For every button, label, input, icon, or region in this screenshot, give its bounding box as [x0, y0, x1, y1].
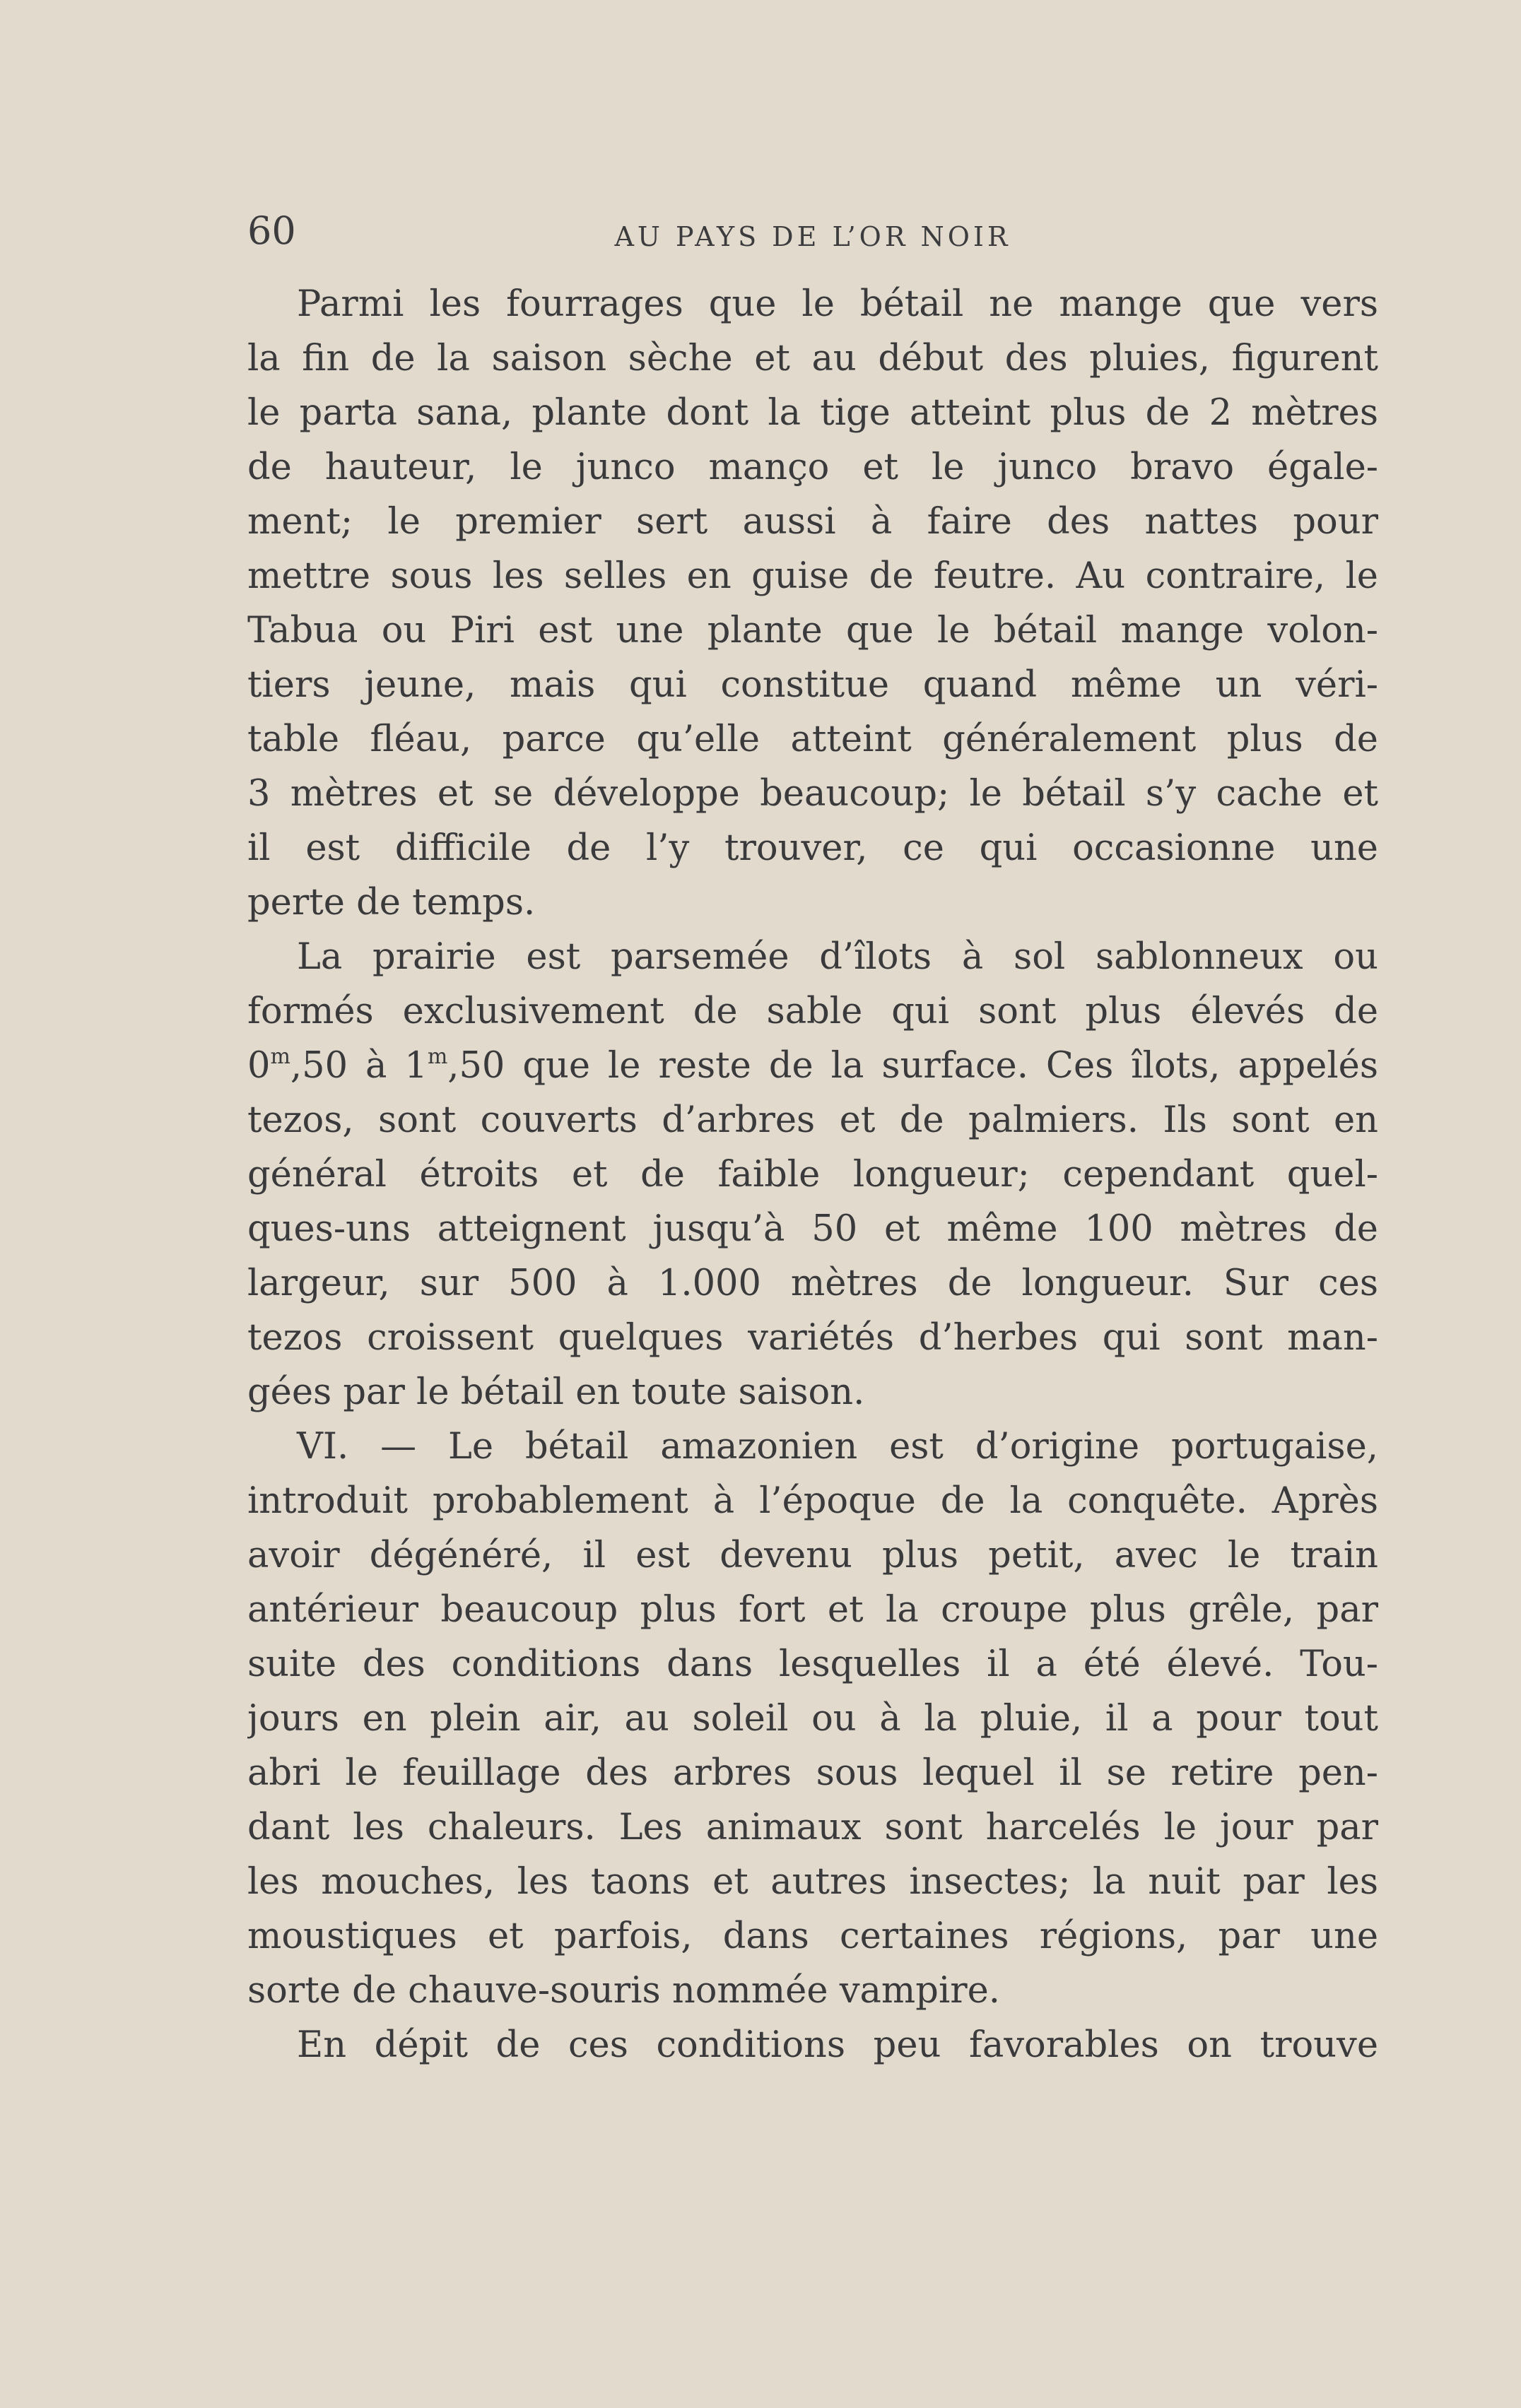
text-line: introduit probablement à l’époque de la conquête. Après: [247, 1480, 1378, 1522]
superscript: m: [427, 1044, 448, 1069]
text-line: tezos croissent quelques variétés d’herbes qui sont man-: [247, 1317, 1378, 1359]
text-line: tiers jeune, mais qui constitue quand même un véri-: [247, 664, 1378, 706]
body-text: [247, 277, 1378, 2072]
text-line: En dépit de ces conditions peu favorables on trouve: [297, 2024, 1378, 2066]
superscript: m: [270, 1044, 290, 1069]
page-header: [247, 206, 1378, 256]
text-line: abri le feuillage des arbres sous lequel il se retire pen-: [247, 1752, 1378, 1794]
text-line: formés exclusivement de sable qui sont plus élevés de: [247, 991, 1378, 1032]
measure-part: 0: [247, 1045, 271, 1087]
page-number: 60: [247, 208, 296, 253]
text-line: suite des conditions dans lesquelles il a été élevé. Tou-: [247, 1643, 1378, 1685]
text-line: Parmi les fourrages que le bétail ne mange que vers: [297, 283, 1378, 325]
text-line: avoir dégénéré, il est devenu plus petit, avec le train: [247, 1535, 1378, 1576]
text-line: sorte de chauve-souris nommée vampire.: [247, 1970, 1001, 2012]
text-line: antérieur beaucoup plus fort et la croupe plus grêle, par: [247, 1589, 1378, 1631]
text-line: ques-uns atteignent jusqu’à 50 et même 100 mètres de: [247, 1208, 1378, 1250]
running-title: AU PAYS DE L’OR NOIR: [614, 221, 1011, 252]
text-line: mettre sous les selles en guise de feutre. Au contraire, le: [247, 555, 1378, 597]
text-line: largeur, sur 500 à 1.000 mètres de longueur. Sur ces: [247, 1263, 1378, 1304]
text-line: la fin de la saison sèche et au début des pluies, figurent: [247, 338, 1378, 379]
measure-part: ,50 à 1: [290, 1045, 428, 1087]
text-line: général étroits et de faible longueur; cependant quel-: [247, 1154, 1378, 1196]
text-line: Tabua ou Piri est une plante que le bétail mange volon-: [247, 610, 1378, 651]
text-line: La prairie est parsemée d’îlots à sol sablonneux ou: [297, 936, 1378, 978]
text-line: ment; le premier sert aussi à faire des nattes pour: [247, 501, 1378, 543]
text-line: table fléau, parce qu’elle atteint généralement plus de: [247, 719, 1378, 760]
measure-line: [247, 1039, 1378, 1093]
text-line: dant les chaleurs. Les animaux sont harcelés le jour par: [247, 1807, 1378, 1848]
measure-part: ,50 que le reste de la surface. Ces îlots, appelés: [447, 1045, 1378, 1087]
text-line: les mouches, les taons et autres insectes; la nuit par les: [247, 1861, 1378, 1903]
text-line: gées par le bétail en toute saison.: [247, 1371, 865, 1413]
text-line: VI. — Le bétail amazonien est d’origine portugaise,: [297, 1426, 1378, 1468]
text-line: le parta sana, plante dont la tige atteint plus de 2 mètres: [247, 392, 1378, 434]
text-line: tezos, sont couverts d’arbres et de palmiers. Ils sont en: [247, 1099, 1378, 1141]
text-line: perte de temps.: [247, 882, 536, 923]
text-line: 3 mètres et se développe beaucoup; le bétail s’y cache et: [247, 773, 1378, 815]
text-line: moustiques et parfois, dans certaines régions, par une: [247, 1916, 1378, 1957]
text-line: de hauteur, le junco manço et le junco bravo égale-: [247, 447, 1378, 488]
text-line: il est difficile de l’y trouver, ce qui occasionne une: [247, 827, 1378, 869]
text-line: jours en plein air, au soleil ou à la pluie, il a pour tout: [247, 1698, 1378, 1740]
